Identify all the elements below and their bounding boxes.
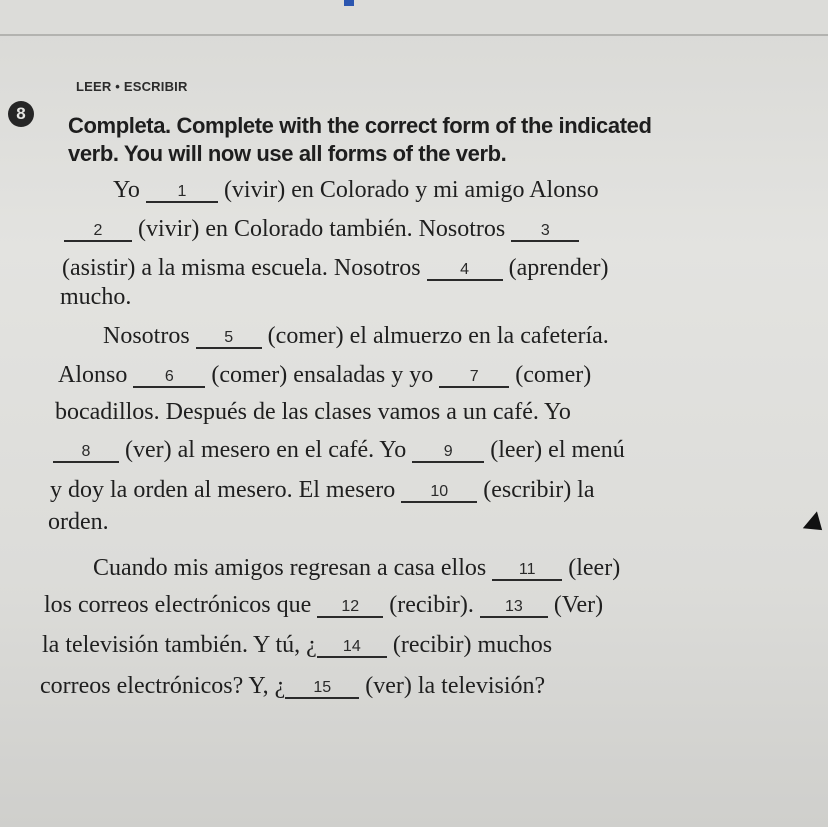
text-segment: (leer): [568, 555, 621, 581]
top-toolbar: [0, 0, 828, 36]
answer-blank-2[interactable]: 2: [64, 222, 132, 242]
answer-blank-13[interactable]: 13: [480, 598, 548, 618]
text-segment: Nosotros: [103, 323, 190, 349]
answer-blank-7[interactable]: 7: [439, 368, 509, 388]
text-segment: (Ver): [553, 592, 604, 618]
activity-number-badge: 8: [8, 101, 34, 127]
toolbar-tab-indicator: [344, 0, 354, 6]
text-line: [53, 437, 625, 464]
text-segment: (recibir) muchos: [392, 632, 553, 658]
text-segment: (leer) el menú: [490, 437, 625, 463]
text-segment: (recibir).: [389, 592, 474, 618]
text-segment: correos electrónicos? Y, ¿: [40, 673, 286, 699]
text-line: [64, 216, 579, 243]
answer-blank-11[interactable]: 11: [492, 561, 562, 581]
instruction-line-2: verb. You will now use all forms of the verb.: [68, 141, 507, 166]
text-segment: (asistir) a la misma escuela. Nosotros: [62, 255, 421, 281]
instruction-lead: Completa.: [68, 113, 171, 138]
text-line: mucho.: [60, 284, 132, 310]
answer-blank-5[interactable]: 5: [196, 329, 262, 349]
text-line: [93, 555, 620, 582]
answer-blank-10[interactable]: 10: [401, 483, 477, 503]
answer-blank-8[interactable]: 8: [53, 443, 119, 463]
instruction-line-1: [68, 113, 652, 139]
text-line: [50, 477, 595, 504]
answer-blank-4[interactable]: 4: [427, 261, 503, 281]
text-line: [42, 632, 552, 659]
text-segment: Alonso: [58, 362, 128, 388]
text-segment: (ver) la televisión?: [365, 673, 546, 699]
text-segment: (escribir) la: [483, 477, 595, 503]
text-line: [62, 255, 609, 282]
text-segment: los correos electrónicos que: [44, 592, 312, 618]
answer-blank-15[interactable]: 15: [285, 679, 359, 699]
text-line: [113, 177, 599, 204]
text-line: [40, 673, 545, 700]
text-segment: (vivir) en Colorado también. Nosotros: [138, 216, 506, 242]
answer-blank-12[interactable]: 12: [317, 598, 383, 618]
mouse-pointer-icon: [803, 511, 828, 538]
text-line: [44, 592, 603, 619]
answer-blank-14[interactable]: 14: [317, 638, 387, 658]
answer-blank-1[interactable]: 1: [146, 183, 218, 203]
text-segment: (comer): [515, 362, 592, 388]
text-segment: (vivir) en Colorado y mi amigo Alonso: [223, 177, 599, 203]
answer-blank-6[interactable]: 6: [133, 368, 205, 388]
instruction-text-1: Complete with the correct form of the indicated: [176, 113, 652, 138]
text-segment: Yo: [113, 177, 140, 203]
text-segment: Cuando mis amigos regresan a casa ellos: [93, 555, 487, 581]
text-line: [58, 362, 591, 389]
text-segment: (ver) al mesero en el café. Yo: [125, 437, 407, 463]
answer-blank-3[interactable]: 3: [511, 222, 579, 242]
text-line: orden.: [48, 509, 109, 535]
answer-blank-9[interactable]: 9: [412, 443, 484, 463]
text-segment: la televisión también. Y tú, ¿: [42, 632, 317, 658]
text-segment: y doy la orden al mesero. El mesero: [50, 477, 396, 503]
text-line: bocadillos. Después de las clases vamos a un café. Yo: [55, 399, 571, 425]
section-label: LEER • ESCRIBIR: [76, 79, 188, 94]
text-line: [103, 323, 609, 350]
text-segment: (aprender): [508, 255, 609, 281]
text-segment: (comer) ensaladas y yo: [211, 362, 434, 388]
text-segment: (comer) el almuerzo en la cafetería.: [267, 323, 609, 349]
